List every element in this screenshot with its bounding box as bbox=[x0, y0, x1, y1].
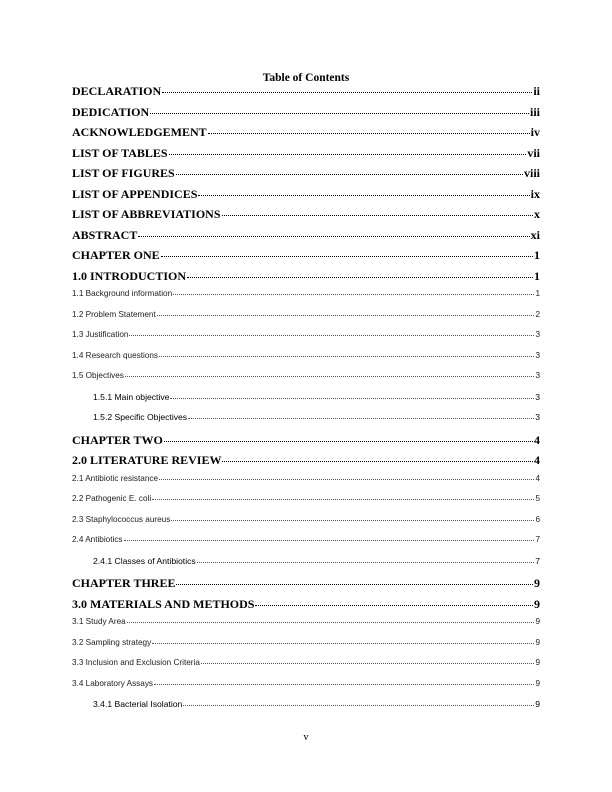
toc-dot-leader bbox=[129, 335, 534, 336]
toc-entry-page: 3 bbox=[535, 391, 540, 402]
toc-entry-page: 4 bbox=[534, 453, 540, 467]
toc-entry-label: LIST OF TABLES bbox=[72, 145, 168, 160]
toc-dot-leader bbox=[201, 663, 535, 664]
toc-entry-label: 1.5.1 Main objective bbox=[93, 391, 170, 402]
toc-dot-leader bbox=[197, 562, 535, 563]
toc-dot-leader bbox=[138, 236, 529, 237]
toc-dot-leader bbox=[154, 684, 534, 685]
page-number: v bbox=[303, 732, 309, 743]
toc-entry-label: LIST OF ABBREVIATIONS bbox=[72, 207, 221, 221]
toc-entry-page: 3 bbox=[535, 412, 540, 422]
toc-entry-page: ix bbox=[530, 186, 540, 201]
toc-dot-leader bbox=[255, 605, 533, 606]
toc-title: Table of Contents bbox=[262, 72, 350, 84]
toc-dot-leader bbox=[157, 315, 535, 316]
toc-dot-leader bbox=[124, 540, 535, 541]
toc-entry[interactable] bbox=[72, 310, 540, 319]
toc-dot-leader bbox=[169, 154, 527, 155]
toc-entry-label: 3.0 MATERIALS AND METHODS bbox=[72, 596, 255, 611]
toc-entry-page: 4 bbox=[534, 432, 540, 447]
toc-entry[interactable] bbox=[72, 433, 540, 448]
toc-entry-label: CHAPTER THREE bbox=[72, 576, 176, 590]
toc-entry[interactable] bbox=[72, 105, 540, 120]
toc-dot-leader bbox=[127, 622, 535, 623]
toc-entry[interactable] bbox=[72, 699, 540, 709]
toc-entry[interactable] bbox=[72, 289, 540, 298]
toc-dot-leader bbox=[208, 133, 530, 134]
toc-entry[interactable] bbox=[72, 494, 540, 503]
toc-entry-page: 1 bbox=[535, 289, 540, 298]
toc-entry-label: 3.2 Sampling strategy bbox=[72, 637, 152, 647]
toc-entry-page: iv bbox=[530, 125, 540, 139]
toc-dot-leader bbox=[159, 356, 534, 357]
toc-entry-page: xi bbox=[530, 227, 540, 242]
toc-entry-label: 1.3 Justification bbox=[72, 330, 129, 339]
toc-entry[interactable] bbox=[72, 84, 540, 99]
toc-entry-label: 3.4.1 Bacterial Isolation bbox=[93, 699, 183, 709]
toc-entry[interactable] bbox=[72, 658, 540, 667]
toc-entry-page: vii bbox=[527, 145, 540, 160]
toc-entry-label: 3.3 Inclusion and Exclusion Criteria bbox=[72, 658, 200, 667]
toc-entry-page: 7 bbox=[535, 535, 540, 544]
toc-entry[interactable] bbox=[72, 146, 540, 161]
toc-entry-page: 9 bbox=[534, 576, 540, 590]
toc-entry-page: viii bbox=[523, 166, 540, 180]
toc-entry-page: 9 bbox=[535, 678, 540, 688]
toc-dot-leader bbox=[164, 441, 533, 442]
toc-entry[interactable] bbox=[72, 679, 540, 688]
toc-entry[interactable] bbox=[72, 228, 540, 243]
toc-entry-label: 1.0 INTRODUCTION bbox=[72, 268, 187, 283]
toc-dot-leader bbox=[173, 294, 534, 295]
toc-entry-label: 2.4.1 Classes of Antibiotics bbox=[93, 555, 196, 566]
toc-entry-label: 2.0 LITERATURE REVIEW bbox=[72, 453, 222, 467]
toc-entry-label: 2.4 Antibiotics bbox=[72, 535, 123, 544]
toc-entry-page: 3 bbox=[535, 371, 540, 380]
toc-dot-leader bbox=[183, 705, 534, 706]
toc-dot-leader bbox=[187, 277, 533, 278]
toc-entry[interactable] bbox=[72, 392, 540, 402]
toc-entry[interactable] bbox=[72, 597, 540, 612]
toc-entry-label: 1.5.2 Specific Objectives bbox=[93, 412, 188, 422]
toc-dot-leader bbox=[171, 520, 534, 521]
toc-dot-leader bbox=[161, 256, 533, 257]
toc-entry-label: 3.4 Laboratory Assays bbox=[72, 678, 154, 688]
toc-dot-leader bbox=[176, 584, 533, 585]
toc-entry[interactable] bbox=[72, 330, 540, 339]
toc-entry[interactable] bbox=[72, 474, 540, 483]
toc-entry[interactable] bbox=[72, 576, 540, 591]
toc-entry[interactable] bbox=[72, 248, 540, 263]
toc-entry-page: 6 bbox=[535, 514, 540, 524]
toc-entry-label: 2.3 Staphylococcus aureus bbox=[72, 514, 171, 524]
toc-entry-page: 9 bbox=[535, 617, 540, 626]
toc-entry-label: ABSTRACT bbox=[72, 227, 138, 242]
toc-entry-page: 5 bbox=[535, 494, 540, 503]
toc-entry-label: CHAPTER TWO bbox=[72, 432, 163, 447]
toc-entry[interactable] bbox=[72, 515, 540, 524]
toc-entry-label: 1.2 Problem Statement bbox=[72, 309, 156, 319]
toc-entry-page: 1 bbox=[534, 268, 540, 283]
toc-entry[interactable] bbox=[72, 187, 540, 202]
toc-entry-page: 9 bbox=[535, 637, 540, 647]
toc-entry[interactable] bbox=[72, 535, 540, 544]
toc-entry-label: 1.5 Objectives bbox=[72, 371, 124, 380]
toc-entry-label: 1.1 Background information bbox=[72, 289, 173, 298]
toc-dot-leader bbox=[150, 113, 529, 114]
toc-entry[interactable] bbox=[72, 125, 540, 140]
toc-entry[interactable] bbox=[72, 638, 540, 647]
toc-entry-page: 3 bbox=[535, 350, 540, 360]
toc-entry-label: LIST OF APPENDICES bbox=[72, 186, 198, 201]
toc-entry[interactable] bbox=[72, 207, 540, 222]
toc-entry-label: CHAPTER ONE bbox=[72, 248, 160, 262]
toc-dot-leader bbox=[152, 499, 534, 500]
toc-entry-page: 7 bbox=[535, 555, 540, 566]
toc-entry[interactable] bbox=[72, 617, 540, 626]
toc-entry-page: 9 bbox=[535, 699, 540, 709]
toc-entry-page: 1 bbox=[534, 248, 540, 262]
toc-dot-leader bbox=[222, 215, 534, 216]
toc-entry-page: 9 bbox=[535, 658, 540, 667]
toc-entry-label: ACKNOWLEDGEMENT bbox=[72, 125, 207, 139]
toc-entry-page: 9 bbox=[534, 596, 540, 611]
toc-dot-leader bbox=[198, 195, 529, 196]
toc-dot-leader bbox=[152, 643, 534, 644]
toc-entry-label: LIST OF FIGURES bbox=[72, 166, 175, 180]
toc-entry-page: iii bbox=[529, 104, 540, 119]
toc-entry[interactable] bbox=[72, 412, 540, 422]
toc-dot-leader bbox=[222, 461, 533, 462]
toc-dot-leader bbox=[176, 174, 523, 175]
toc-entry[interactable] bbox=[72, 453, 540, 468]
toc-entry-label: DECLARATION bbox=[72, 84, 162, 98]
toc-entry-page: ii bbox=[533, 84, 540, 98]
toc-entry[interactable] bbox=[72, 556, 540, 566]
toc-entry-page: 4 bbox=[535, 473, 540, 483]
toc-dot-leader bbox=[162, 92, 532, 93]
toc-entry-label: 2.1 Antibiotic resistance bbox=[72, 473, 159, 483]
toc-entry-label: DEDICATION bbox=[72, 104, 150, 119]
toc-entry-label: 3.1 Study Area bbox=[72, 617, 126, 626]
toc-entry-page: 2 bbox=[535, 309, 540, 319]
toc-dot-leader bbox=[125, 376, 535, 377]
toc-entry-page: x bbox=[534, 207, 540, 221]
toc-entry-page: 3 bbox=[535, 330, 540, 339]
toc-entry[interactable] bbox=[72, 371, 540, 380]
toc-entry[interactable] bbox=[72, 166, 540, 181]
toc-dot-leader bbox=[188, 418, 534, 419]
toc-entry[interactable] bbox=[72, 269, 540, 284]
toc-entry-label: 1.4 Research questions bbox=[72, 350, 159, 360]
toc-entry-label: 2.2 Pathogenic E. coli bbox=[72, 494, 152, 503]
toc-dot-leader bbox=[170, 398, 534, 399]
toc-dot-leader bbox=[159, 479, 534, 480]
toc-entry[interactable] bbox=[72, 351, 540, 360]
